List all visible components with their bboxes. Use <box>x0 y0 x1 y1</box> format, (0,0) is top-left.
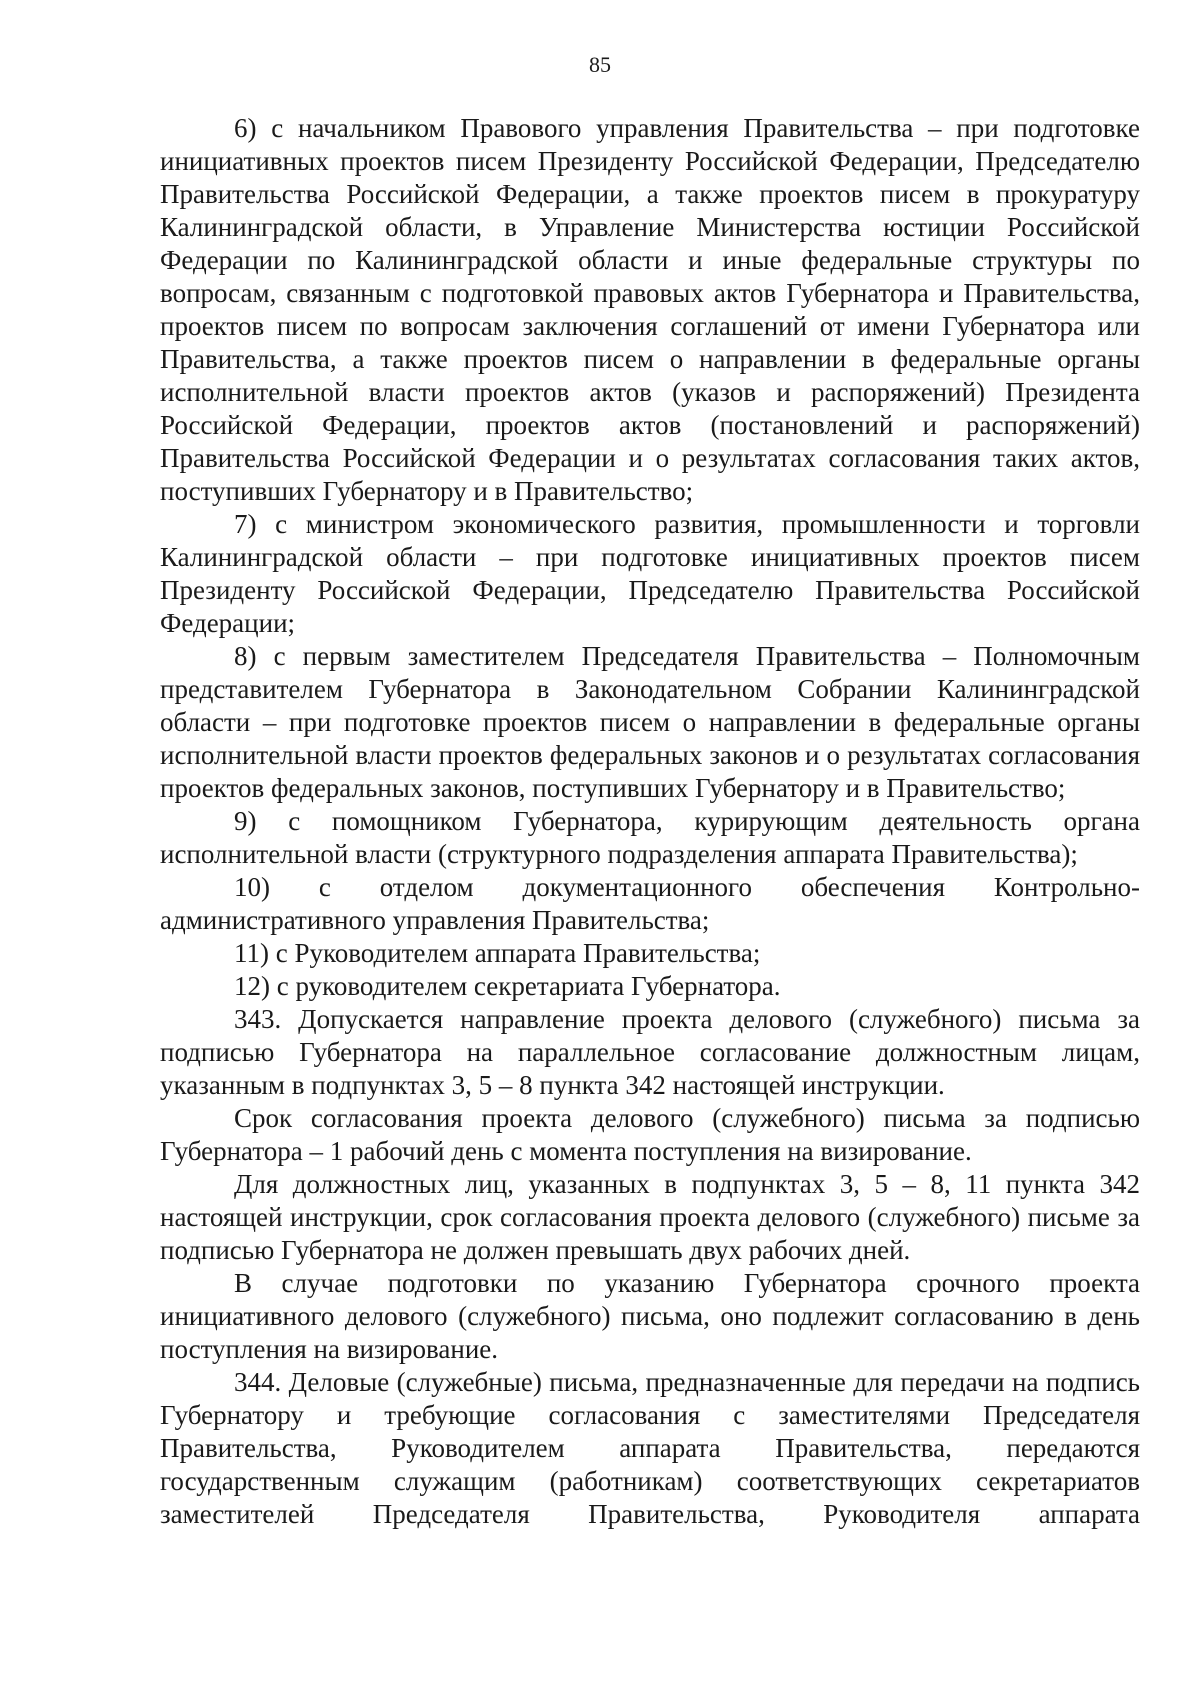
paragraph-item-8: 8) с первым заместителем Председателя Правительства – Полномочным представителем Губернатора в Законодательном Собрании Калининградской области – при подготовке проектов писем о направлении в федеральные органы исполнительной власти проектов федеральных законов и о результатах согласования проектов федеральных законов, поступивших Губернатору и в Правительство; <box>160 641 1140 803</box>
paragraph-officials-term: Для должностных лиц, указанных в подпунктах 3, 5 – 8, 11 пункта 342 настоящей инструкции, срок согласования проекта делового (служебного) письме за подписью Губернатора не должен превышать двух рабочих дней. <box>160 1169 1140 1265</box>
page-number: 85 <box>589 52 611 77</box>
paragraph-item-6: 6) с начальником Правового управления Правительства – при подготовке инициативных проектов писем Президенту Российской Федерации, Председателю Правительства Российской Федерации, а также проектов писем в прокуратуру Калининградской области, в Управление Министерства юстиции Российской Федерации по Калининградской области и иные федеральные структуры по вопросам, связанным с подготовкой правовых актов Губернатора и Правительства, проектов писем по вопросам заключения соглашений от имени Губернатора или Правительства, а также проектов писем о направлении в федеральные органы исполнительной власти проектов актов (указов и распоряжений) Президента Российской Федерации, проектов актов (постановлений и распоряжений) Правительства Российской Федерации и о результатах согласования таких актов, поступивших Губернатору и в Правительство; <box>160 113 1140 506</box>
paragraph-item-7: 7) с министром экономического развития, промышленности и торговли Калининградской области – при подготовке инициативных проектов писем Президенту Российской Федерации, Председателю Правительства Российской Федерации; <box>160 509 1140 638</box>
paragraph-item-10: 10) с отделом документационного обеспечения Контрольно-административного управления Правительства; <box>160 872 1140 935</box>
paragraph-clause-344: 344. Деловые (служебные) письма, предназначенные для передачи на подпись Губернатору и требующие согласования с заместителями Председателя Правительства, Руководителем аппарата Правительства, передаются государственным служащим (работникам) соответствующих секретариатов заместителей Председателя Правительства, Руководителя аппарата <box>160 1367 1140 1529</box>
paragraph-item-11: 11) с Руководителем аппарата Правительства; <box>234 938 761 968</box>
paragraph-urgent-case: В случае подготовки по указанию Губернатора срочного проекта инициативного делового (служебного) письма, оно подлежит согласованию в день поступления на визирование. <box>160 1268 1140 1364</box>
document-body <box>160 112 1140 1531</box>
paragraph-item-9: 9) с помощником Губернатора, курирующим деятельность органа исполнительной власти (структурного подразделения аппарата Правительства); <box>160 806 1140 869</box>
paragraph-approval-term: Срок согласования проекта делового (служебного) письма за подписью Губернатора – 1 рабочий день с момента поступления на визирование. <box>160 1103 1140 1166</box>
paragraph-item-12: 12) с руководителем секретариата Губернатора. <box>234 971 781 1001</box>
paragraph-clause-343: 343. Допускается направление проекта делового (служебного) письма за подписью Губернатора на параллельное согласование должностным лицам, указанным в подпунктах 3, 5 – 8 пункта 342 настоящей инструкции. <box>160 1004 1140 1100</box>
